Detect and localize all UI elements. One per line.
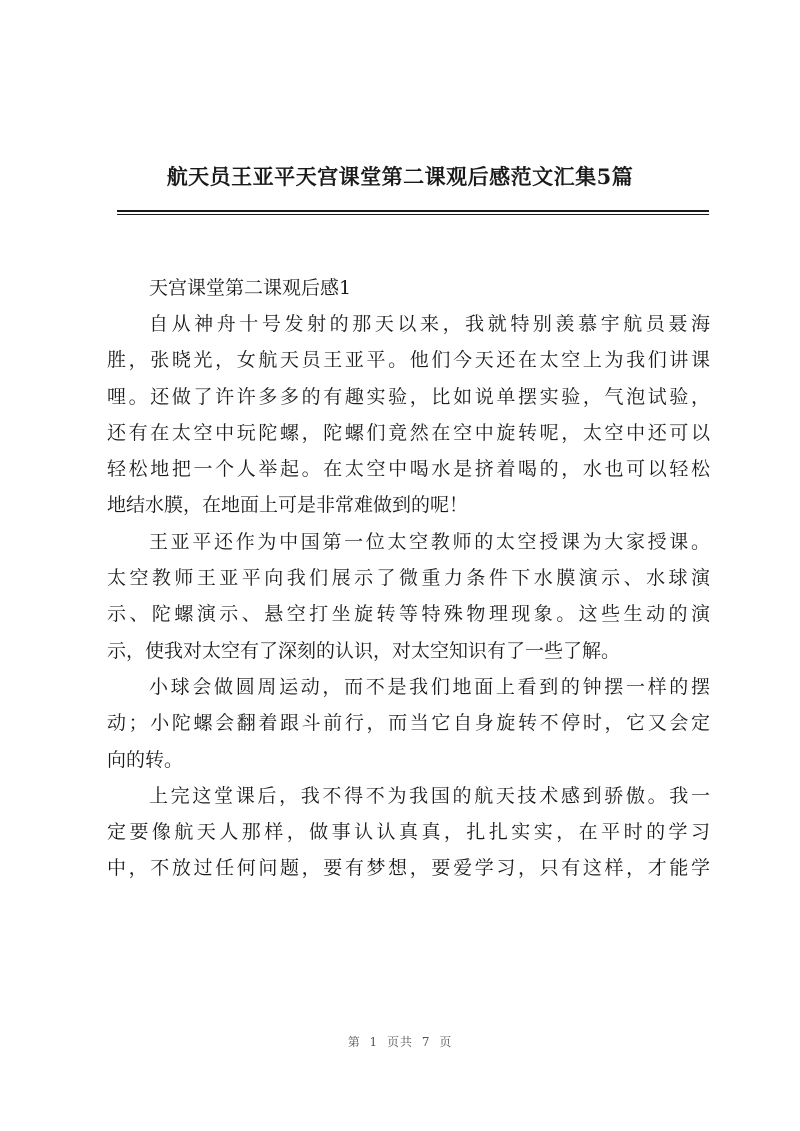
paragraph-line: 地结水膜，在地面上可是非常难做到的呢！ bbox=[107, 494, 469, 517]
page-number: 第 1 页共 7 页 bbox=[347, 1035, 453, 1049]
paragraph-line: 胜，张晓光，女航天员王亚平。他们今天还在太空上为我们讲课 bbox=[107, 349, 710, 372]
document-body bbox=[107, 270, 710, 887]
paragraph-line: 太空教师王亚平向我们展示了微重力条件下水膜演示、水球演 bbox=[107, 567, 710, 590]
paragraph bbox=[107, 778, 710, 887]
paragraph-line: 动；小陀螺会翻着跟斗前行，而当它自身旋转不停时，它又会定 bbox=[107, 712, 710, 735]
section-heading: 天宫课堂第二课观后感1 bbox=[149, 277, 352, 299]
paragraph bbox=[107, 306, 710, 524]
paragraph-line: 定要像航天人那样，做事认认真真，扎扎实实，在平时的学习 bbox=[107, 821, 710, 844]
paragraph-line: 小球会做圆周运动，而不是我们地面上看到的钟摆一样的摆 bbox=[149, 675, 710, 698]
paragraph bbox=[107, 524, 710, 669]
paragraph-line: 示，使我对太空有了深刻的认识，对太空知识有了一些了解。 bbox=[107, 639, 621, 662]
paragraph-line: 自从神舟十号发射的那天以来，我就特别羡慕宇航员聂海 bbox=[149, 313, 710, 335]
paragraph-line: 哩。还做了许许多多的有趣实验，比如说单摆实验，气泡试验， bbox=[107, 385, 710, 408]
paragraph bbox=[107, 669, 710, 778]
document-title: 航天员王亚平天宫课堂第二课观后感范文汇集5篇 bbox=[166, 164, 634, 189]
paragraph-line: 上完这堂课后，我不得不为我国的航天技术感到骄傲。我一 bbox=[149, 784, 710, 807]
paragraph-line: 轻松地把一个人举起。在太空中喝水是挤着喝的，水也可以轻松 bbox=[107, 458, 710, 481]
title-divider-thick bbox=[117, 210, 709, 212]
paragraph-line: 王亚平还作为中国第一位太空教师的太空授课为大家授课。 bbox=[149, 530, 710, 553]
paragraph-line: 中，不放过任何问题，要有梦想，要爱学习，只有这样，才能学 bbox=[107, 857, 710, 880]
paragraph-line: 向的转。 bbox=[107, 748, 184, 771]
paragraph-line: 示、陀螺演示、悬空打坐旋转等特殊物理现象。这些生动的演 bbox=[107, 603, 710, 626]
title-divider-thin bbox=[117, 214, 709, 215]
paragraph-line: 还有在太空中玩陀螺，陀螺们竟然在空中旋转呢，太空中还可以 bbox=[107, 421, 710, 444]
